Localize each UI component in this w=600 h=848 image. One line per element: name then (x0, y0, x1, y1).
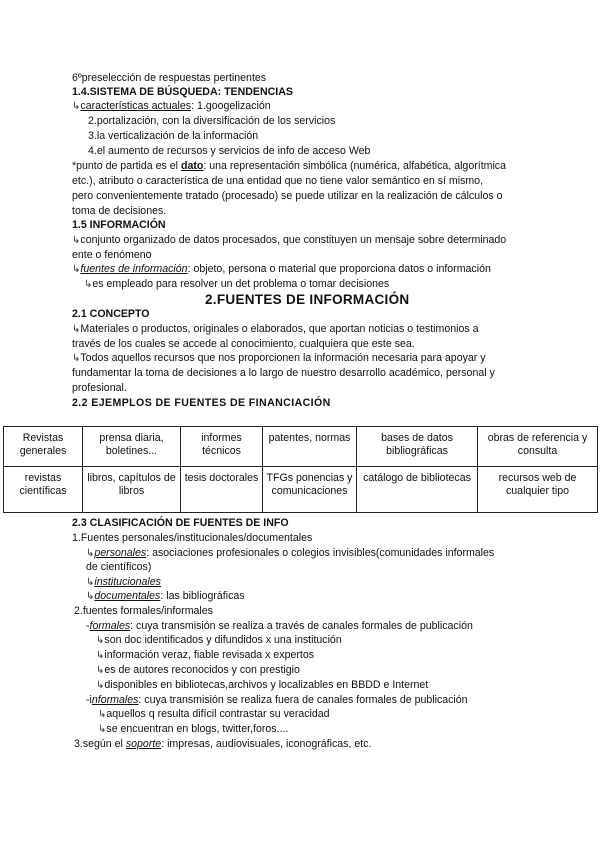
empleado-line (84, 278, 389, 291)
table-cell: TFGs ponencias y comunicaciones (263, 467, 357, 513)
branch-arrow-icon: ↳ (96, 650, 105, 661)
examples-table (3, 426, 598, 513)
personales-line (86, 547, 494, 560)
concepto-text-1: Materiales o productos, originales o elaborados, que aportan noticias o testimonios a (80, 323, 479, 335)
table-cell: libros, capítulos de libros (83, 467, 181, 513)
table-cell: Revistas generales (4, 427, 83, 467)
empleado-text: es empleado para resolver un det problema o tomar decisiones (92, 278, 390, 290)
personales-label: personales (94, 547, 147, 559)
clasif-1: 1.Fuentes personales/institucionales/documentales (72, 532, 313, 544)
informales-text-1: aquellos q resulta difícil contrastar su veracidad (106, 708, 330, 720)
concepto-text-3: Todos aquellos recursos que nos proporcionen la información necesaria para apoyar y (80, 352, 486, 364)
personales-rest: : asociaciones profesionales o colegios invisibles(comunidades informales (146, 547, 495, 559)
fuentes-line (72, 263, 491, 276)
branch-arrow-icon: ↳ (72, 324, 81, 335)
branch-arrow-icon: ↳ (96, 680, 105, 691)
dato-line-2: etc.), atributo o característica de una entidad que no tiene valor semántico en sí mismo, (72, 175, 484, 187)
heading-1-4: 1.4.SISTEMA DE BÚSQUEDA: TENDENCIAS (72, 86, 293, 98)
table-cell: bases de datos bibliográficas (357, 427, 478, 467)
formales-text-4: disponibles en bibliotecas,archivos y localizables en BBDD e Internet (104, 679, 429, 691)
formales-item-3 (96, 664, 300, 677)
informales-item-2 (98, 723, 288, 736)
dato-pre: *punto de partida es el (72, 160, 181, 172)
branch-arrow-icon: ↳ (86, 577, 95, 588)
trend-2: 2.portalización, con la diversificación de los servicios (88, 115, 336, 127)
branch-arrow-icon: ↳ (72, 264, 81, 275)
informales-label: nformales (91, 694, 139, 706)
formales-text-3: es de autores reconocidos y con prestigio (104, 664, 300, 676)
table-cell: informes técnicos (181, 427, 263, 467)
informales-text-2: se encuentran en blogs, twitter,foros.... (106, 723, 289, 735)
heading-2-2: 2.2 EJEMPLOS DE FUENTES DE FINANCIACIÓN (72, 397, 331, 409)
formales-rest: : cuya transmisión se realiza a través de canales formales de publicación (130, 620, 473, 632)
soporte-pre: 3.según el (74, 738, 126, 750)
table-cell: patentes, normas (263, 427, 357, 467)
table-cell: tesis doctorales (181, 467, 263, 513)
informales-rest: : cuya transmisión se realiza fuera de canales formales de publicación (138, 694, 468, 706)
formales-text-1: son doc identificados y difundidos x una institución (104, 634, 342, 646)
formales-label: formales (89, 620, 131, 632)
info-line-1 (72, 234, 506, 247)
heading-2-1: 2.1 CONCEPTO (72, 308, 150, 320)
documentales-rest: : las bibliográficas (160, 590, 245, 602)
branch-arrow-icon: ↳ (86, 591, 95, 602)
dato-line-3: pero convenientemente tratado (procesado) se puede utilizar en la realización de cálculos o (72, 190, 503, 202)
institucionales-line (86, 576, 161, 589)
branch-arrow-icon: ↳ (96, 665, 105, 676)
branch-arrow-icon: ↳ (96, 635, 105, 646)
clasif-3 (74, 738, 371, 751)
table-cell: prensa diaria, boletines... (83, 427, 181, 467)
formales-dash: - (86, 620, 90, 632)
formales-item-2 (96, 649, 314, 662)
section-title-2: 2.FUENTES DE INFORMACIÓN (205, 292, 410, 307)
trend-4: 4.el aumento de recursos y servicios de info de acceso Web (88, 145, 371, 157)
caracteristicas-label: características actuales (80, 100, 192, 112)
informales-line (86, 694, 468, 707)
soporte-rest: : impresas, audiovisuales, iconográficas, etc. (161, 738, 372, 750)
personales-line-2: de científicos) (86, 561, 152, 573)
branch-arrow-icon: ↳ (84, 279, 93, 290)
informales-prefix: -i (86, 694, 92, 706)
clasif-2: 2.fuentes formales/informales (74, 605, 213, 617)
branch-arrow-icon: ↳ (72, 235, 81, 246)
line-caracteristicas (72, 100, 271, 113)
dato-line-1 (72, 160, 506, 173)
caracteristicas-rest: : 1.googelización (191, 100, 271, 112)
fuentes-label: fuentes de información (80, 263, 188, 275)
dato-word: dato (180, 160, 204, 172)
info-line-2: ente o fenómeno (72, 249, 152, 261)
heading-1-5: 1.5 INFORMACIÓN (72, 219, 166, 231)
formales-line (86, 620, 473, 633)
concepto-line-1 (72, 323, 478, 336)
institucionales-label: institucionales (94, 576, 161, 588)
table-cell: catálogo de bibliotecas (357, 467, 478, 513)
branch-arrow-icon: ↳ (86, 548, 95, 559)
formales-item-4 (96, 679, 428, 692)
branch-arrow-icon: ↳ (98, 709, 107, 720)
table-row (4, 467, 598, 513)
trend-3: 3.la verticalización de la información (88, 130, 259, 142)
concepto-line-3 (72, 352, 486, 365)
branch-arrow-icon: ↳ (98, 724, 107, 735)
documentales-label: documentales (94, 590, 161, 602)
branch-arrow-icon: ↳ (72, 353, 81, 364)
branch-arrow-icon: ↳ (72, 101, 81, 112)
concepto-line-4: fundamentar la toma de decisiones a lo largo de nuestro desarrollo académico, personal y (72, 367, 495, 379)
informales-item-1 (98, 708, 330, 721)
heading-2-3: 2.3 CLASIFICACIÓN DE FUENTES DE INFO (72, 517, 289, 529)
info-text-1: conjunto organizado de datos procesados, que constituyen un mensaje sobre determinado (80, 234, 507, 246)
soporte-label: soporte (125, 738, 162, 750)
dato-line-4: toma de decisiones. (72, 205, 167, 217)
formales-item-1 (96, 634, 342, 647)
table-cell: obras de referencia y consulta (478, 427, 598, 467)
table-cell: revistas científicas (4, 467, 83, 513)
fuentes-rest: : objeto, persona o material que proporciona datos o información (187, 263, 491, 275)
concepto-line-5: profesional. (72, 382, 127, 394)
formales-text-2: información veraz, fiable revisada x expertos (104, 649, 315, 661)
line-preseleccion: 6ºpreselección de respuestas pertinentes (72, 72, 267, 84)
table-row (4, 427, 598, 467)
concepto-line-2: través de los cuales se accede al conocimiento, cualquiera que este sea. (72, 338, 415, 350)
table-cell: recursos web de cualquier tipo (478, 467, 598, 513)
dato-post: : una representación simbólica (numérica, alfabética, algorítmica (203, 160, 507, 172)
documentales-line (86, 590, 245, 603)
